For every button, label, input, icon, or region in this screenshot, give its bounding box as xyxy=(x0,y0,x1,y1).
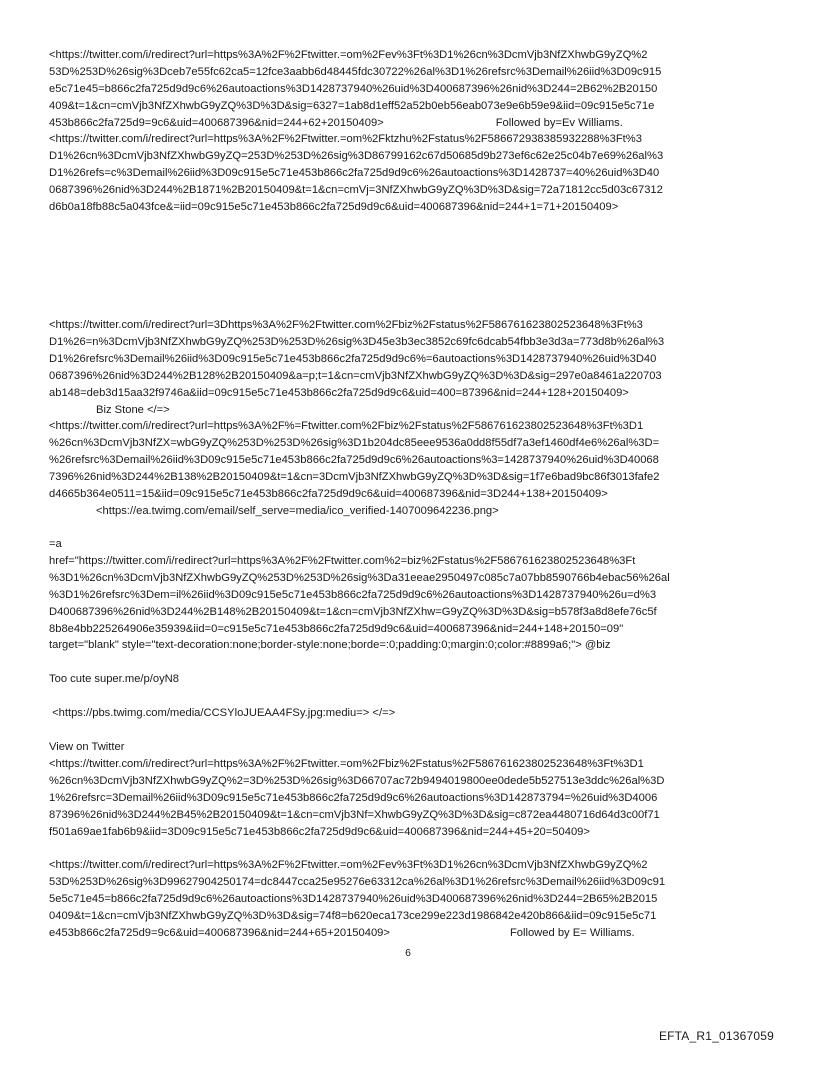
text-line: 5e5c71e45=b866c2fa725d9d9c6%26autoactions%3D1428737940%26uid%3D400687396%26nid%3D244=2B65%2B2015 xyxy=(49,892,658,905)
text-line: d4665b364e0511=15&iid=09c915e5c71e453b866c2fa725d9d9c6&uid=400687396&nid=3D244+138+20150409> xyxy=(49,487,608,500)
document-id-footer: EFTA_R1_01367059 xyxy=(658,1029,774,1043)
paragraph-view-on-twitter xyxy=(49,739,771,840)
text-line: D1%26refsrc%3Demail%26iid%3D09c915e5c71e453b866c2fa725d9d9c6%=6autoactions%3D1428737940%26uid%3D40 xyxy=(49,352,657,365)
text-line: D400687396%26nid%3D244%2B148%2B20150409&t=1&cn=cmVjb3NfZXhw=G9yZQ%3D%3D&sig=b578f3a8d8efe76c5f xyxy=(49,605,657,618)
text-line: ab148=deb3d15aa32f9746a&iid=09c915e5c71e453b866c2fa725d9d9c6&uid=400=87396&nid=244+128+20150409> xyxy=(49,386,629,399)
paragraph-href-biz xyxy=(49,536,771,654)
text-line xyxy=(49,115,771,132)
text-line: target="blank" style="text-decoration:none;border-style:none;borde=:0;padding:0;margin:0;color:#8899a6;"> @biz xyxy=(49,639,611,652)
paragraph-media-url xyxy=(49,705,771,722)
text-line xyxy=(49,925,771,942)
page-number: 6 xyxy=(405,947,411,959)
text-line: 409&t=1&cn=cmVjb3NfZXhwbG9yZQ%3D%3D&sig=6327=1ab8d1eff52a52b0eb56eab073e9e6b59e9&iid=09c915e5c71e xyxy=(49,99,655,112)
text-line: 0687396%26nid%3D244%2B1871%2B20150409&t=1&cn=cmVj=3NfZXhwbG9yZQ%3D%3D&sig=72a71812cc5d03c67312 xyxy=(49,183,663,196)
text-line: d6b0a18fb88c5a043fce&=iid=09c915e5c71e453b866c2fa725d9d9c6&uid=400687396&nid=244+1=71+20150409> xyxy=(49,200,619,213)
text-line: 53D%253D%26sig%3D99627904250174=dc8447cca25e95276e63312ca%26al%3D1%26refsrc%3Demail%26iid%3D09c91 xyxy=(49,875,666,888)
text-line: %3D1%26cn%3DcmVjb3NfZXhwbG9yZQ%253D%253D%26sig%3Da31eeae2950497c085c7a07bb8590766b4ebac56%26al xyxy=(49,571,670,584)
paragraph-redirect-biz-1 xyxy=(49,317,771,418)
text-line: 0409&t=1&cn=cmVjb3NfZXhwbG9yZQ%3D%3D&sig=74f8=b620eca173ce299e223d1986842e420b866&iid=09c915e5c71 xyxy=(49,909,657,922)
paragraph-redirect-biz-2 xyxy=(49,418,771,519)
text-line: 0687396%26nid%3D244%2B128%2B20150409&a=p;t=1&cn=cmVjb3NfZXhwbG9yZQ%3D%3D&sig=297e0a8461a220703 xyxy=(49,369,662,382)
text-line: 1%26refsrc=3Demail%26iid%3D09c915e5c71e453b866c2fa725d9d9c6%26autoactions%3D142873794=%26uid%3D4006 xyxy=(49,791,658,804)
text-line: D1%26refs=c%3Demail%26iid%3D09c915e5c71e453b866c2fa725d9d9c6%26autoactions%3D1428737=40%26uid%3D40 xyxy=(49,166,660,179)
text-fragment: e453b866c2fa725d9=9c6&uid=400687396&nid=244+65+20150409> xyxy=(49,926,390,939)
author-name-text: Biz Stone </=> xyxy=(96,403,170,416)
text-line: 8b8e4bb225264906e35939&iid=0=c915e5c71e453b866c2fa725d9d9c6&uid=400687396&nid=244+148+20150=09" xyxy=(49,622,624,635)
text-line: <https://twitter.com/i/redirect?url=https%3A%2F%2Ftwitter.=om%2Fbiz%2Fstatus%2F586761623802523648%3Ft%3D1 xyxy=(49,757,644,770)
paragraph-tweet-text xyxy=(49,671,771,688)
text-fragment: 453b866c2fa725d9=9c6&uid=400687396&nid=244+62+20150409> xyxy=(49,116,384,129)
text-line: <https://twitter.com/i/redirect?url=https%3A%2F%=Ftwitter.com%2Fbiz%2Fstatus%2F586761623802523648%3Ft%3D1 xyxy=(49,420,644,432)
text-line: %26cn%3DcmVjb3NfZX=wbG9yZQ%253D%253D%26sig%3D1b204dc85eee9536a0dd8f55df7a3ef1460df4e6%26al%3D= xyxy=(49,436,660,449)
text-line: f501a69ae1fab6b9&iid=3D09c915e5c71e453b866c2fa725d9d9c6&uid=400687396&nid=244+45+20=50409> xyxy=(49,825,590,838)
followed-by-text: Followed by E= Williams. xyxy=(509,926,635,939)
text-line: <https://pbs.twimg.com/media/CCSYloJUEAA4FSy.jpg:mediu=> </=> xyxy=(49,707,396,719)
paragraph-redirect-ev-1 xyxy=(49,47,771,132)
text-line: <https://twitter.com/i/redirect?url=3Dhttps%3A%2F%2Ftwitter.com%2Fbiz%2Fstatus%2F586761623802523648%3Ft%3 xyxy=(49,319,643,331)
image-url-text: <https://ea.twimg.com/email/self_serve=media/ico_verified-1407009642236.png> xyxy=(96,504,499,517)
text-line: Too cute super.me/p/oyN8 xyxy=(49,673,179,685)
paragraph-redirect-ev-2 xyxy=(49,857,771,942)
text-line: <https://twitter.com/i/redirect?url=https%3A%2F%2Ftwitter.=om%2Fev%3Ft%3D1%26cn%3DcmVjb3NfZXhwbG9yZQ%2 xyxy=(49,49,648,61)
text-line: D1%26=n%3DcmVjb3NfZXhwbG9yZQ%253D%253D%26sig%3D45e3b3ec3852c69fc6dcab54fbb3e3d3a=773d8b%26al%3 xyxy=(49,335,665,348)
text-line: %26refsrc%3Demail%26iid%3D09c915e5c71e453b866c2fa725d9d9c6%26autoactions%3=1428737940%26uid%3D40068 xyxy=(49,453,659,466)
text-line: %3D1%26refsrc%3Dem=il%26iid%3D09c915e5c71e453b866c2fa725d9d9c6%26autoactions%3D1428737940%26u=d%3 xyxy=(49,588,657,601)
text-line: =a xyxy=(49,538,62,550)
view-on-twitter-text: View on Twitter xyxy=(49,741,125,753)
text-line: %26cn%3DcmVjb3NfZXhwbG9yZQ%2=3D%253D%26sig%3D66707ac72b9494019800ee0dede5b527513e3ddc%26al%3D xyxy=(49,774,665,787)
text-line: e5c71e45=b866c2fa725d9d9c6%26autoactions%3D1428737940%26uid%3D400687396%26nid%3D244=2B62%2B20150 xyxy=(49,82,658,95)
text-line: <https://twitter.com/i/redirect?url=https%3A%2F%2Ftwitter.=om%2Fev%3Ft%3D1%26cn%3DcmVjb3NfZXhwbG9yZQ%2 xyxy=(49,859,648,871)
paragraph-redirect-ktzhu xyxy=(49,131,771,216)
text-line: 53D%253D%26sig%3Dceb7e55fc62ca5=12fce3aabb6d48445fdc30722%26al%3D1%26refsrc%3Demail%26iid%3D09c915 xyxy=(49,65,662,78)
text-line: 7396%26nid%3D244%2B138%2B20150409&t=1&cn=3DcmVjb3NfZXhwbG9yZQ%3D%3D&sig=1f7e6bad9bc86f3013fafe2 xyxy=(49,470,660,483)
text-line: <https://twitter.com/i/redirect?url=https%3A%2F%2Ftwitter.=om%2Fktzhu%2Fstatus%2F586672938385932288%3Ft%3 xyxy=(49,133,642,145)
text-line: href="https://twitter.com/i/redirect?url=https%3A%2F%2Ftwitter.com%2=biz%2Fstatus%2F586761623802523648%3Ft xyxy=(49,554,636,567)
text-line: D1%26cn%3DcmVjb3NfZXhwbG9yZQ=253D%253D%26sig%3D86799162c67d50685d9b273ef6c62e25c04b7e69%26al%3 xyxy=(49,149,664,162)
followed-by-text: Followed by=Ev Williams. xyxy=(495,116,623,129)
text-line: 87396%26nid%3D244%2B45%2B20150409&t=1&cn=cmVjb3Nf=XhwbG9yZQ%3D%3D&sig=c872ea4480716d64d3c00f71 xyxy=(49,808,660,821)
